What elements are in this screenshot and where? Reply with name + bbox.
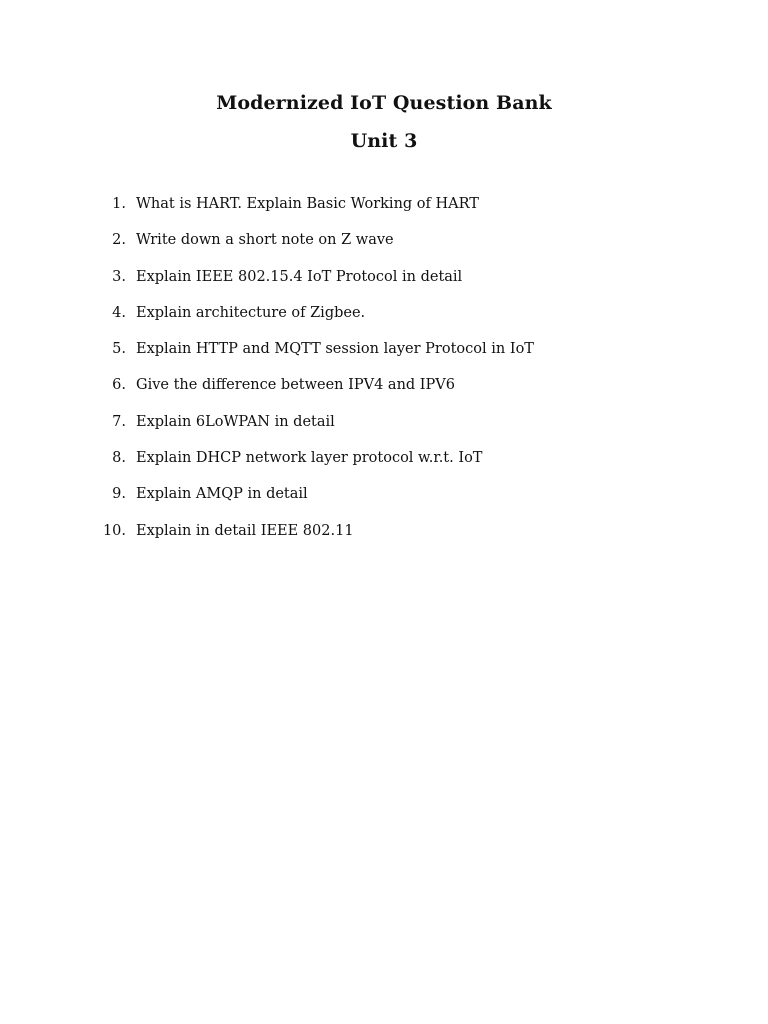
question-text: Explain AMQP in detail	[136, 486, 308, 503]
question-number: 7.	[112, 413, 126, 430]
question-number: 5.	[112, 341, 126, 358]
question-number: 8.	[112, 450, 126, 467]
question-number: 6.	[112, 377, 126, 394]
question-item	[0, 408, 768, 444]
question-text: Explain in detail IEEE 802.11	[136, 522, 354, 539]
document-title: Modernized IoT Question Bank	[216, 92, 552, 114]
unit-heading: Unit 3	[350, 130, 418, 152]
question-item	[0, 335, 768, 371]
question-item	[0, 226, 768, 262]
question-text: Give the difference between IPV4 and IPV6	[136, 377, 455, 394]
question-list	[0, 190, 768, 553]
question-item	[0, 444, 768, 480]
question-item	[0, 190, 768, 226]
question-number: 1.	[112, 196, 126, 212]
question-text: Explain HTTP and MQTT session layer Protocol in IoT	[136, 341, 534, 358]
question-number: 4.	[112, 304, 126, 321]
question-text: Explain DHCP network layer protocol w.r.t. IoT	[136, 450, 483, 467]
question-text: What is HART. Explain Basic Working of HART	[136, 196, 479, 212]
question-item	[0, 371, 768, 407]
question-text: Write down a short note on Z wave	[136, 232, 394, 249]
question-item	[0, 517, 768, 553]
question-text: Explain IEEE 802.15.4 IoT Protocol in detail	[136, 268, 463, 285]
question-item	[0, 299, 768, 335]
question-text: Explain architecture of Zigbee.	[136, 304, 366, 321]
question-item	[0, 480, 768, 516]
question-number: 9.	[112, 486, 126, 503]
question-text: Explain 6LoWPAN in detail	[136, 413, 335, 430]
question-number: 10.	[102, 522, 126, 539]
question-number: 3.	[112, 268, 126, 285]
question-item	[0, 263, 768, 299]
question-number: 2.	[112, 232, 126, 249]
